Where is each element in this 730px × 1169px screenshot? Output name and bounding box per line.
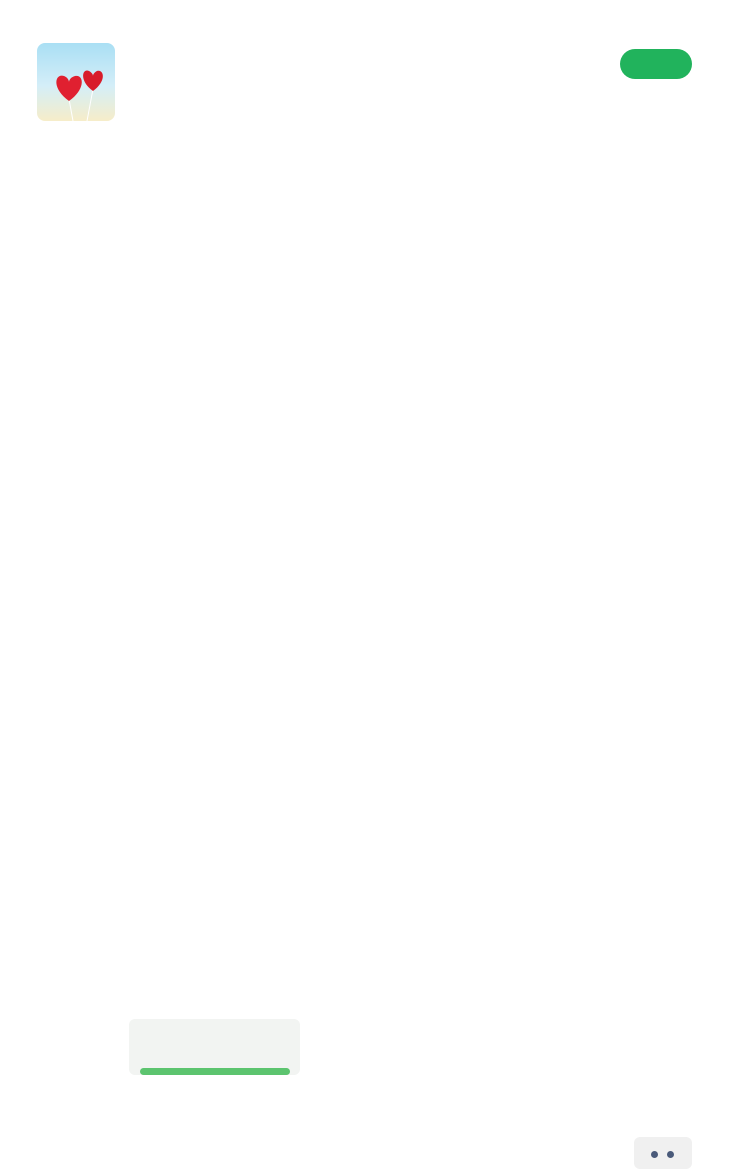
avatar[interactable] [37,43,115,121]
featured-badge [620,49,692,79]
more-options-button[interactable] [634,1137,692,1169]
more-dot-icon [651,1151,658,1158]
step-bar-chart [129,890,300,1020]
more-dot-icon [667,1151,674,1158]
goal-progress-bar [140,1068,290,1075]
goal-card [129,1019,300,1075]
heart-balloon-icon [37,43,115,121]
